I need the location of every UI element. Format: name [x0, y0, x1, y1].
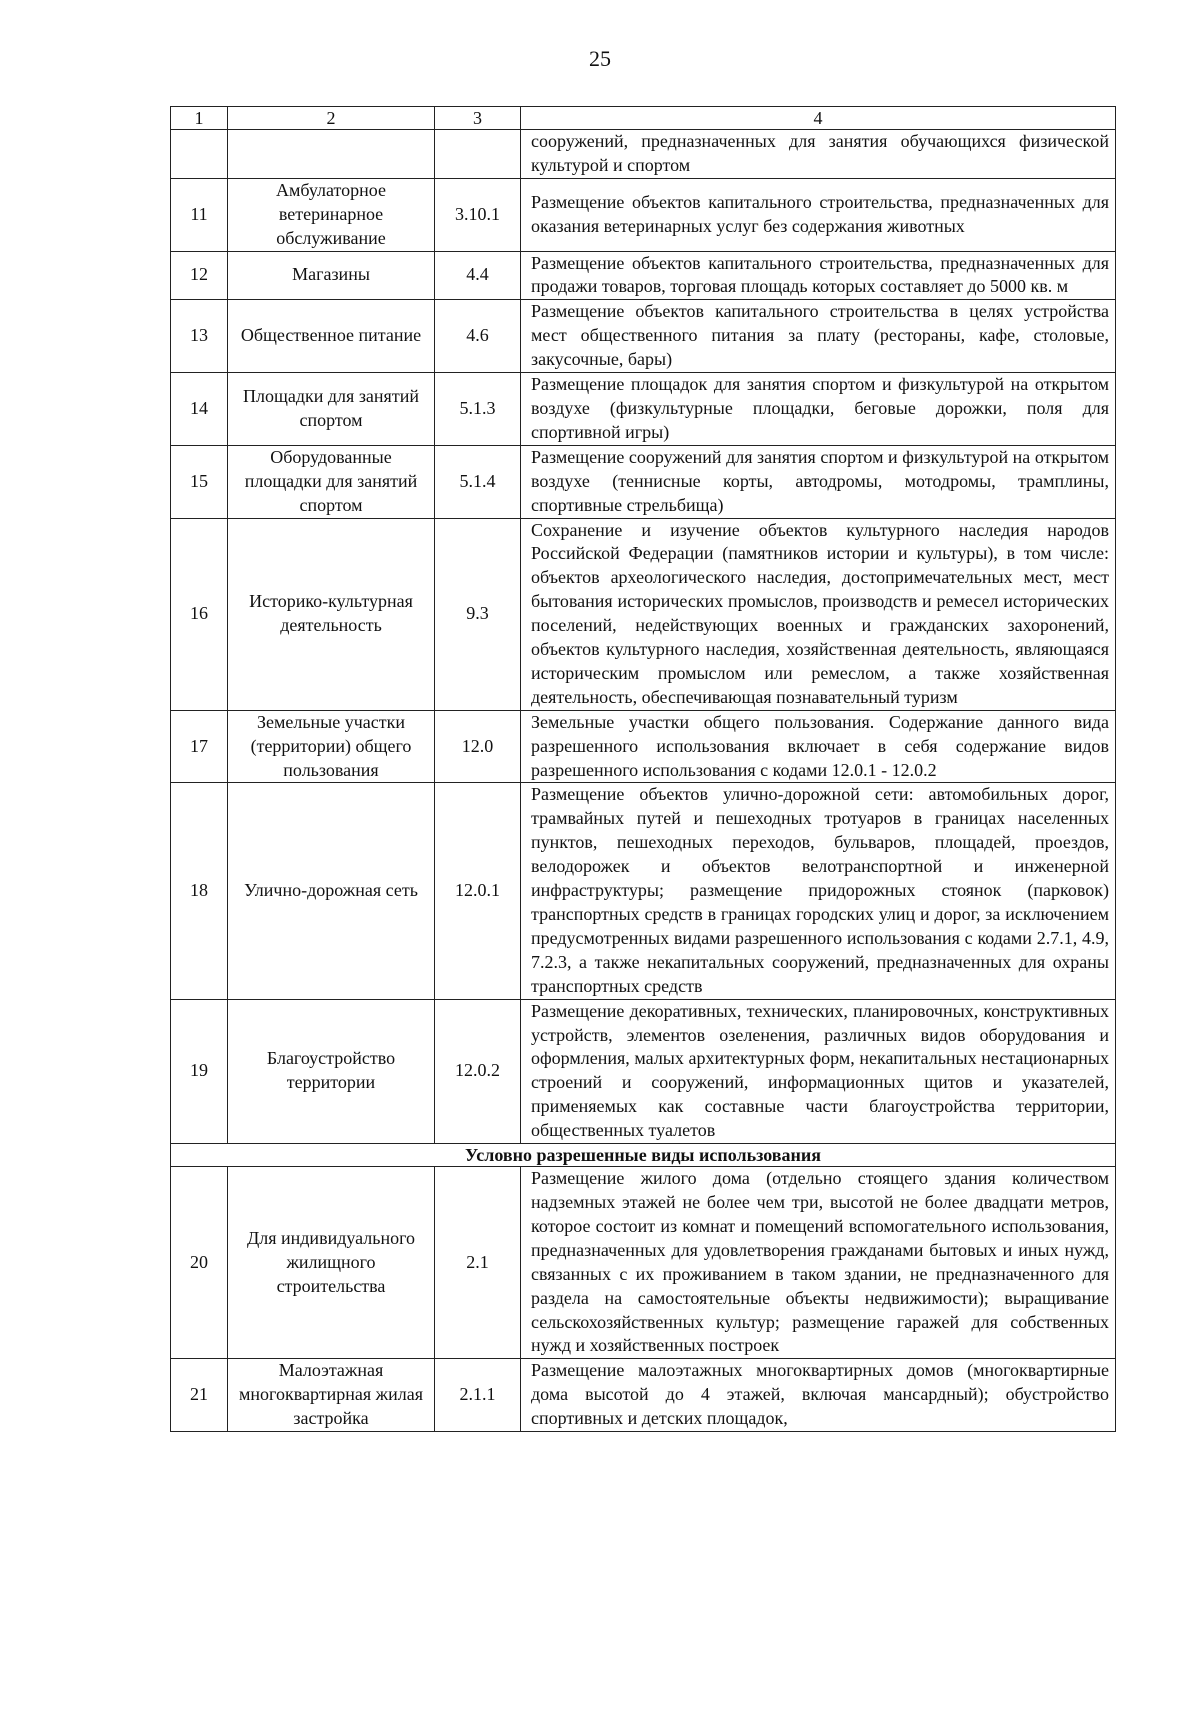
row-code [435, 130, 521, 179]
row-description: Размещение малоэтажных многоквартирных домов (многоквартирные дома высотой до 4 этажей, включая мансардный); обустройство спортивных и детских площадок, [521, 1359, 1116, 1432]
row-number: 20 [171, 1167, 228, 1359]
row-description: Размещение сооружений для занятия спортом и физкультурой на открытом воздухе (теннисные корты, автодромы, мотодромы, трамплины, спортивные стрельбища) [521, 445, 1116, 518]
row-code: 2.1 [435, 1167, 521, 1359]
header-cell: 1 [171, 107, 228, 130]
table-row [171, 1167, 1116, 1359]
section-title: Условно разрешенные виды использования [171, 1144, 1116, 1167]
row-number: 16 [171, 518, 228, 710]
row-number: 12 [171, 251, 228, 300]
table-row [171, 130, 1116, 179]
row-code: 4.6 [435, 300, 521, 373]
row-description: Размещение объектов улично-дорожной сети: автомобильных дорог, трамвайных путей и пешеходных тротуаров в границах населенных пунктов, пешеходных переходов, бульваров, площадей, проездов, велодорожек и объектов велотранспортной и инженерной инфраструктуры; размещение придорожных стоянок (парковок) транспортных средств в границах городских улиц и дорог, за исключением предусмотренных видами разрешенного использования с кодами 2.7.1, 4.9, 7.2.3, а также некапитальных сооружений, предназначенных для охраны транспортных средств [521, 783, 1116, 999]
section-row [171, 1144, 1116, 1167]
row-number: 15 [171, 445, 228, 518]
row-name: Общественное питание [228, 300, 435, 373]
row-number: 19 [171, 999, 228, 1143]
row-number: 11 [171, 178, 228, 251]
row-number [171, 130, 228, 179]
row-name: Улично-дорожная сеть [228, 783, 435, 999]
row-number: 21 [171, 1359, 228, 1432]
header-cell: 3 [435, 107, 521, 130]
row-name: Амбулаторное ветеринарное обслуживание [228, 178, 435, 251]
row-code: 5.1.3 [435, 373, 521, 446]
land-use-table [170, 106, 1116, 1432]
row-description: Размещение объектов капитального строительства в целях устройства мест общественного питания за плату (рестораны, кафе, столовые, закусочные, бары) [521, 300, 1116, 373]
row-code: 3.10.1 [435, 178, 521, 251]
table-row [171, 300, 1116, 373]
header-cell: 2 [228, 107, 435, 130]
table-row [171, 999, 1116, 1143]
row-name: Благоустройство территории [228, 999, 435, 1143]
row-name: Площадки для занятий спортом [228, 373, 435, 446]
row-number: 14 [171, 373, 228, 446]
row-name: Малоэтажная многоквартирная жилая застройка [228, 1359, 435, 1432]
row-description: Сохранение и изучение объектов культурного наследия народов Российской Федерации (памятников истории и культуры), в том числе: объектов археологического наследия, достопримечательных мест, мест бытования исторических промыслов, производств и ремесел исторических поселений, недействующих военных и гражданских захоронений, объектов культурного наследия, хозяйственная деятельность, являющаяся историческим промыслом или ремеслом, а также хозяйственная деятельность, обеспечивающая познавательный туризм [521, 518, 1116, 710]
row-name [228, 130, 435, 179]
table-row [171, 178, 1116, 251]
row-name: Для индивидуального жилищного строительства [228, 1167, 435, 1359]
table-row [171, 710, 1116, 783]
row-name: Оборудованные площадки для занятий спортом [228, 445, 435, 518]
table-header-row [171, 107, 1116, 130]
row-code: 9.3 [435, 518, 521, 710]
row-code: 12.0 [435, 710, 521, 783]
row-code: 4.4 [435, 251, 521, 300]
row-name: Историко-культурная деятельность [228, 518, 435, 710]
table-body [171, 107, 1116, 1432]
table-row [171, 445, 1116, 518]
row-number: 17 [171, 710, 228, 783]
row-description: сооружений, предназначенных для занятия обучающихся физической культурой и спортом [521, 130, 1116, 179]
row-description: Размещение декоративных, технических, планировочных, конструктивных устройств, элементов озеленения, различных видов оборудования и оформления, малых архитектурных форм, некапитальных нестационарных строений и сооружений, информационных щитов и указателей, применяемых как составные части благоустройства территории, общественных туалетов [521, 999, 1116, 1143]
row-code: 2.1.1 [435, 1359, 521, 1432]
row-description: Размещение площадок для занятия спортом и физкультурой на открытом воздухе (физкультурные площадки, беговые дорожки, поля для спортивной игры) [521, 373, 1116, 446]
row-code: 12.0.1 [435, 783, 521, 999]
row-name: Магазины [228, 251, 435, 300]
row-name: Земельные участки (территории) общего пользования [228, 710, 435, 783]
page-number: 25 [589, 46, 611, 71]
row-description: Размещение объектов капитального строительства, предназначенных для оказания ветеринарных услуг без содержания животных [521, 178, 1116, 251]
row-description: Размещение объектов капитального строительства, предназначенных для продажи товаров, торговая площадь которых составляет до 5000 кв. м [521, 251, 1116, 300]
table-row [171, 1359, 1116, 1432]
table-row [171, 251, 1116, 300]
row-description: Земельные участки общего пользования. Содержание данного вида разрешенного использования включает в себя содержание видов разрешенного использования с кодами 12.0.1 - 12.0.2 [521, 710, 1116, 783]
row-code: 5.1.4 [435, 445, 521, 518]
row-description: Размещение жилого дома (отдельно стоящего здания количеством надземных этажей не более чем три, высотой не более двадцати метров, которое состоит из комнат и помещений вспомогательного использования, предназначенных для удовлетворения гражданами бытовых и иных нужд, связанных с их проживанием в таком здании, не предназначенного для раздела на самостоятельные объекты недвижимости); выращивание сельскохозяйственных культур; размещение гаражей для собственных нужд и хозяйственных построек [521, 1167, 1116, 1359]
header-cell: 4 [521, 107, 1116, 130]
table-row [171, 518, 1116, 710]
table-row [171, 783, 1116, 999]
row-code: 12.0.2 [435, 999, 521, 1143]
row-number: 18 [171, 783, 228, 999]
row-number: 13 [171, 300, 228, 373]
table-row [171, 373, 1116, 446]
